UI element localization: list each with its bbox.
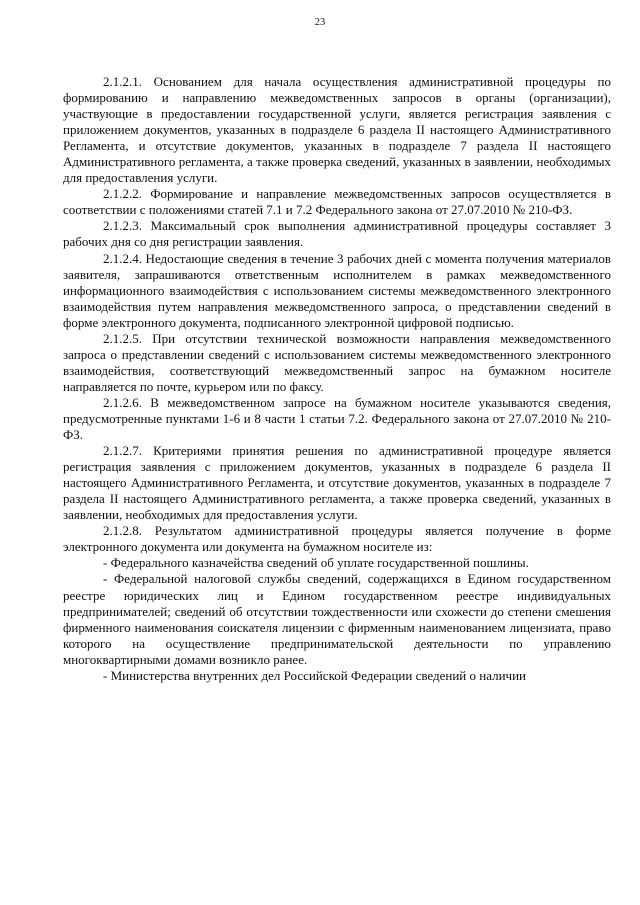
list-item-treasury: - Федерального казначейства сведений об уплате государственной пошлины. [103,555,529,571]
paragraph-2-1-2-3: 2.1.2.3. Максимальный срок выполнения административной процедуры составляет 3 рабочих дня со дня регистрации заявления. [63,218,611,250]
list-item-tax-service: - Федеральной налоговой службы сведений, содержащихся в Едином государственном реестре юридических лиц и Едином государственном реестре индивидуальных предпринимателей; сведений об отсутствии тождественности или схожести до степени смешения фирменного наименования соискателя лицензии с фирменным наименованием лицензиата, право которого на осуществление предпринимательской деятельности по управлению многоквартирными домами возникло ранее. [63,571,611,667]
paragraph-2-1-2-1: 2.1.2.1. Основанием для начала осуществления административной процедуры по формированию и направлению межведомственных запросов в органы (организации), участвующие в предоставлении государственной услуги, является регистрация заявления с приложением документов, указанных в подразделе 6 раздела II настоящего Административного Регламента, и отсутствие документов, указанных в подразделе 7 раздела II настоящего Административного регламента, а также проверка сведений, указанных в заявлении, необходимых для предоставления услуги. [63,74,611,186]
paragraph-2-1-2-7: 2.1.2.7. Критериями принятия решения по административной процедуре является регистрация заявления с приложением документов, указанных в подразделе 6 раздела II настоящего Административного Регламента, и отсутствие документов, указанных в подразделе 7 раздела II настоящего Административного регламента, а также проверка сведений, указанных в заявлении, необходимых для предоставления услуги. [63,443,611,523]
list-item-interior-ministry: - Министерства внутренних дел Российской Федерации сведений о наличии [103,667,527,683]
paragraph-2-1-2-4: 2.1.2.4. Недостающие сведения в течение 3 рабочих дней с момента получения материалов заявителя, запрашиваются ответственным исполнителем в рамках межведомственного информационного взаимодействия с использованием системы межведомственного электронного взаимодействия путем направления межведомственного запроса, о представлении сведений в форме электронного документа, подписанного электронной цифровой подписью. [63,250,611,330]
paragraph-2-1-2-5: 2.1.2.5. При отсутствии технической возможности направления межведомственного запроса о представлении сведений с использованием системы межведомственного электронного взаимодействия, соответствующий межведомственный запрос на бумажном носителе направляется по почте, курьером или по факсу. [63,330,611,394]
paragraph-2-1-2-2: 2.1.2.2. Формирование и направление межведомственных запросов осуществляется в соответствии с положениями статей 7.1 и 7.2 Федерального закона от 27.07.2010 № 210-ФЗ. [63,186,611,218]
paragraph-2-1-2-6: 2.1.2.6. В межведомственном запросе на бумажном носителе указываются сведения, предусмотренные пунктами 1-6 и 8 части 1 статьи 7.2. Федерального закона от 27.07.2010 № 210-ФЗ. [63,394,611,443]
page-number: 23 [314,17,326,28]
paragraph-2-1-2-8: 2.1.2.8. Результатом административной процедуры является получение в форме электронного документа или документа на бумажном носителе из: [63,523,611,555]
document-body [63,74,611,684]
